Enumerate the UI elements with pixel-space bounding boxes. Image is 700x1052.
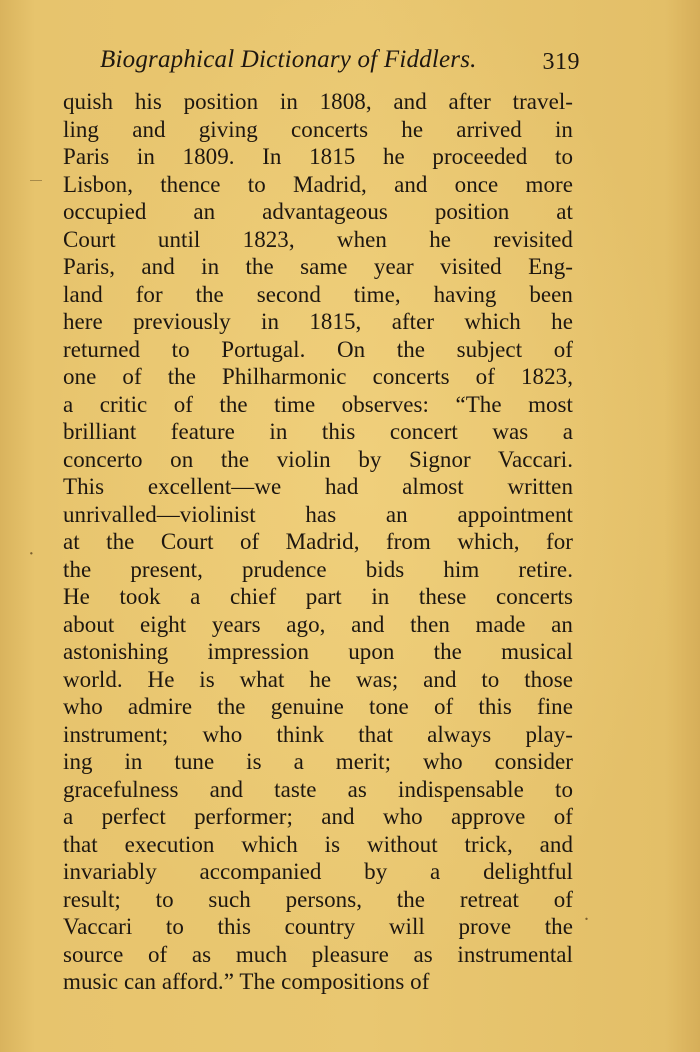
text-line: gracefulness and taste as indispensable to bbox=[63, 776, 573, 802]
text-line: Court until 1823, when he revisited bbox=[63, 226, 573, 252]
text-line: about eight years ago, and then made an bbox=[63, 611, 573, 637]
text-line: music can afford.” The compositions of bbox=[63, 969, 430, 994]
text-line: instrument; who think that always play- bbox=[63, 721, 573, 747]
text-line: a critic of the time observes: “The most bbox=[63, 391, 573, 417]
text-line: He took a chief part in these concerts bbox=[63, 584, 573, 609]
text-line: that execution which is without trick, and bbox=[63, 831, 573, 857]
text-line: Paris, and in the same year visited Eng- bbox=[63, 254, 573, 279]
text-line: occupied an advantageous position at bbox=[63, 199, 573, 224]
text-line: here previously in 1815, after which he bbox=[63, 309, 573, 334]
text-line: returned to Portugal. On the subject of bbox=[63, 336, 573, 362]
text-line: result; to such persons, the retreat of bbox=[63, 886, 573, 912]
text-line: concerto on the violin by Signor Vaccari. bbox=[63, 446, 573, 472]
text-line: who admire the genuine tone of this fine bbox=[63, 694, 573, 719]
text-line: unrivalled—violinist has an appointment bbox=[63, 501, 573, 527]
running-head bbox=[100, 44, 580, 76]
text-line: the present, prudence bids him retire. bbox=[63, 556, 573, 582]
text-line: world. He is what he was; and to those bbox=[63, 666, 573, 692]
text-line: land for the second time, having been bbox=[63, 281, 573, 307]
margin-dot-left: · bbox=[28, 543, 35, 565]
text-line: astonishing impression upon the musical bbox=[63, 639, 573, 664]
text-line: Vaccari to this country will prove the bbox=[63, 914, 573, 939]
margin-dot-right: . bbox=[584, 903, 589, 925]
text-line: source of as much pleasure as instrumental bbox=[63, 941, 573, 967]
text-line: ing in tune is a merit; who consider bbox=[63, 749, 573, 774]
text-line: quish his position in 1808, and after travel- bbox=[63, 89, 573, 114]
text-line: one of the Philharmonic concerts of 1823, bbox=[63, 364, 573, 389]
text-line: Paris in 1809. In 1815 he proceeded to bbox=[63, 144, 573, 169]
page-number: 319 bbox=[542, 49, 580, 75]
text-line: This excellent—we had almost written bbox=[63, 474, 573, 499]
running-title: Biographical Dictionary of Fiddlers. bbox=[100, 46, 477, 73]
text-line: ling and giving concerts he arrived in bbox=[63, 116, 573, 142]
text-line: invariably accompanied by a delightful bbox=[63, 859, 573, 884]
text-line: at the Court of Madrid, from which, for bbox=[63, 529, 573, 554]
margin-rule bbox=[30, 180, 42, 181]
text-line: brilliant feature in this concert was a bbox=[63, 419, 573, 444]
body-text bbox=[63, 88, 573, 996]
text-line: Lisbon, thence to Madrid, and once more bbox=[63, 171, 573, 197]
text-line: a perfect performer; and who approve of bbox=[63, 804, 573, 829]
